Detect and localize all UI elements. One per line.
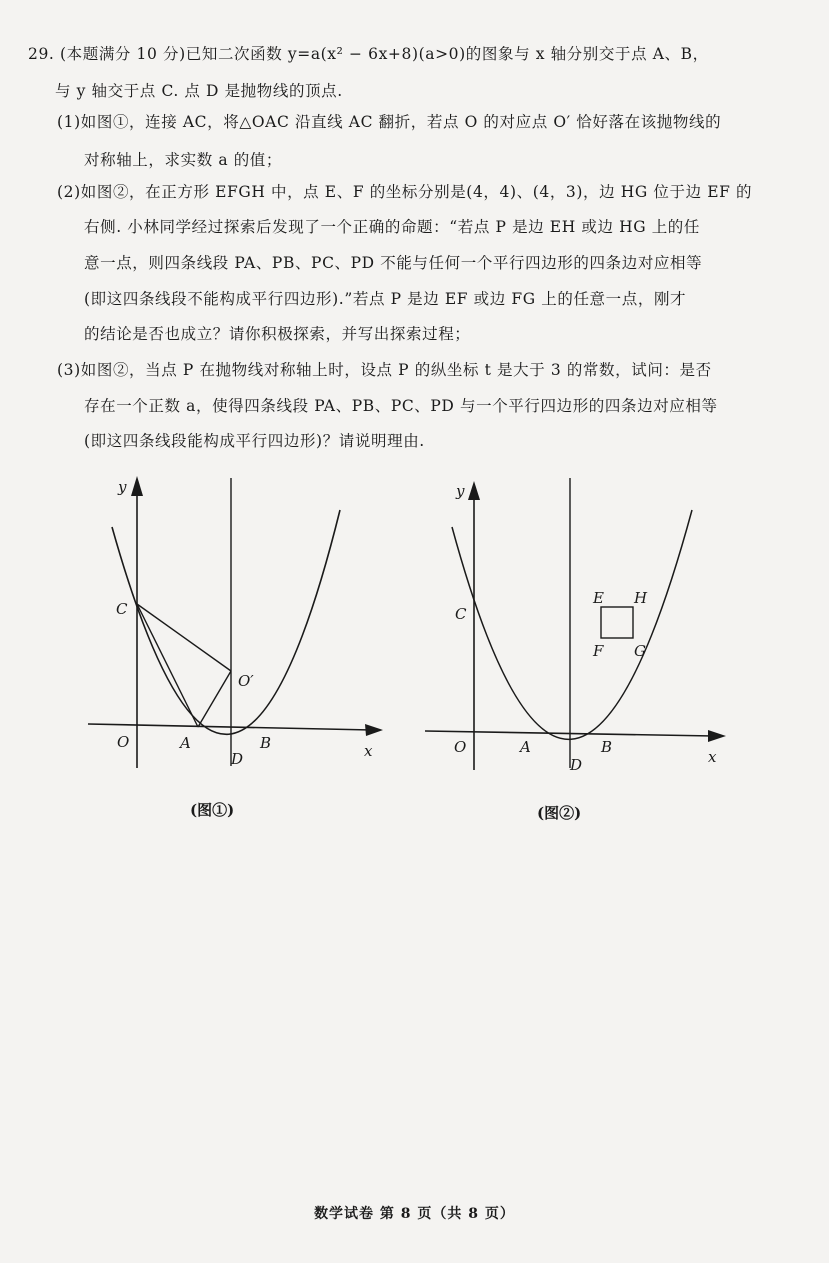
fig2-label-D: D [570,756,583,774]
fig2-label-H: H [634,589,648,607]
problem-line-3: (1)如图①，连接 AC，将△OAC 沿直线 AC 翻折，若点 O 的对应点 O′ 恰好落在该抛物线的 [57,113,722,131]
fig1-label-x: x [364,742,373,760]
problem-line-10: (3)如图②，当点 P 在抛物线对称轴上时，设点 P 的纵坐标 t 是大于 3 的常数，试问：是否 [57,361,712,379]
fig2-y-arrow [468,481,480,500]
fig1-label-D: D [231,750,244,768]
fig1-x-arrow [365,724,383,736]
problem-line-1: 29. (本题满分 10 分)已知二次函数 y=a(x² − 6x+8)(a>0)的图象与 x 轴分别交于点 A、B， [28,45,709,63]
problem-line-4: 对称轴上，求实数 a 的值； [84,151,282,169]
fig2-label-F: F [593,642,604,660]
problem-line-11: 存在一个正数 a，使得四条线段 PA、PB、PC、PD 与一个平行四边形的四条边对应相等 [84,397,718,415]
problem-line-2: 与 y 轴交于点 C. 点 D 是抛物线的顶点. [55,82,343,100]
fig1-label-y: y [118,478,127,496]
fig1-segment-AO-prime [198,671,231,727]
fig2-label-E: E [593,589,604,607]
fig2-label-B: B [601,738,613,756]
fig2-label-C: C [455,605,467,623]
fig2-x-axis [425,731,714,736]
page-footer: 数学试卷 第 8 页（共 8 页） [314,1206,515,1222]
fig2-parabola [452,510,692,739]
figure-2-caption: (图②) [537,804,582,822]
fig1-y-arrow [131,476,143,496]
fig2-label-A: A [520,738,531,756]
fig2-label-y: y [456,482,465,500]
fig1-label-A: A [180,734,191,752]
fig2-label-G: G [634,642,646,660]
fig2-x-arrow [708,730,726,742]
fig2-label-O: O [454,738,467,756]
fig2-label-x: x [708,748,717,766]
fig1-segment-CO-prime [137,604,231,671]
problem-line-7: 意一点，则四条线段 PA、PB、PC、PD 不能与任何一个平行四边形的四条边对应相等 [84,254,703,272]
fig1-x-axis [88,724,372,730]
fig1-segment-CA [137,604,198,727]
problem-line-6: 右侧. 小林同学经过探索后发现了一个正确的命题：“若点 P 是边 EH 或边 HG 上的任 [84,218,701,236]
problem-line-8: (即这四条线段不能构成平行四边形).”若点 P 是边 EF 或边 FG 上的任意一点，刚才 [84,290,687,308]
fig2-square-EFGH [601,607,633,638]
fig1-label-B: B [260,734,272,752]
problem-line-5: (2)如图②，在正方形 EFGH 中，点 E、F 的坐标分别是(4，4)、(4，3)，边 HG 位于边 EF 的 [57,183,753,201]
problem-line-12: (即这四条线段能构成平行四边形)？请说明理由. [84,432,425,450]
problem-line-9: 的结论是否也成立？请你积极探索，并写出探索过程； [84,325,471,343]
fig1-parabola [112,510,340,734]
fig1-label-O: O [117,733,130,751]
fig1-label-O-prime: O′ [238,672,254,690]
figure-1-caption: (图①) [190,801,235,819]
fig1-label-C: C [116,600,128,618]
